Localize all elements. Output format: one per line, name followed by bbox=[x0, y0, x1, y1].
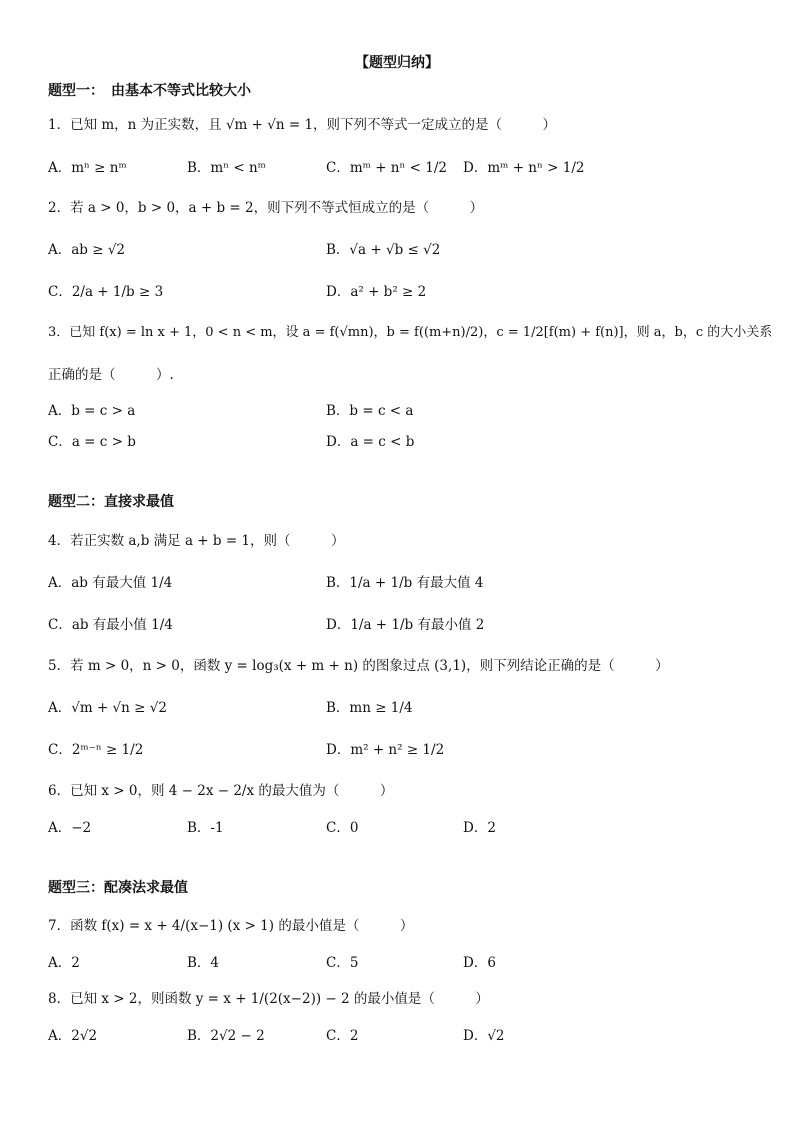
question-4-option-a[interactable]: A．ab 有最大值 1/4 bbox=[48, 575, 173, 591]
question-8-option-d[interactable]: D．√2 bbox=[463, 1028, 505, 1044]
page-title: 【题型归纳】 bbox=[355, 55, 439, 71]
question-1-option-b[interactable]: B．mⁿ < nᵐ bbox=[187, 160, 266, 176]
question-7-option-b[interactable]: B．4 bbox=[187, 955, 220, 971]
question-1-stem: 1．已知 m，n 为正实数，且 √m + √n = 1，则下列不等式一定成立的是（ ） bbox=[48, 117, 557, 133]
question-6-option-b[interactable]: B．-1 bbox=[187, 820, 224, 836]
section-heading-1: 题型一： 由基本不等式比较大小 bbox=[48, 83, 251, 99]
question-2-stem: 2．若 a > 0，b > 0，a + b = 2，则下列不等式恒成立的是（ ） bbox=[48, 200, 484, 216]
question-8-option-b[interactable]: B．2√2 − 2 bbox=[187, 1028, 265, 1044]
question-2-option-c[interactable]: C．2/a + 1/b ≥ 3 bbox=[48, 284, 164, 300]
question-3-option-a[interactable]: A．b = c > a bbox=[48, 403, 136, 419]
question-4-option-c[interactable]: C．ab 有最小值 1/4 bbox=[48, 617, 173, 633]
question-1-option-c[interactable]: C．mᵐ + nⁿ < 1/2 bbox=[326, 160, 447, 176]
question-8-option-c[interactable]: C．2 bbox=[326, 1028, 359, 1044]
question-3-stem: 3．已知 f(x) = ln x + 1，0 < n < m，设 a = f(√mn)，b = f((m+n)/2)，c = 1/2[f(m) + f(n)]，则 a，b，c 的大小关系 bbox=[48, 325, 773, 340]
question-2-option-b[interactable]: B．√a + √b ≤ √2 bbox=[326, 242, 441, 258]
question-5-stem: 5．若 m > 0，n > 0，函数 y = log₃(x + m + n) 的图象过点 (3,1)，则下列结论正确的是（ ） bbox=[48, 658, 669, 674]
section-heading-2: 题型二：直接求最值 bbox=[48, 494, 174, 510]
question-1-option-a[interactable]: A．mⁿ ≥ nᵐ bbox=[48, 160, 127, 176]
question-7-stem: 7．函数 f(x) = x + 4/(x−1) (x > 1) 的最小值是（ ） bbox=[48, 918, 414, 934]
question-5-option-d[interactable]: D．m² + n² ≥ 1/2 bbox=[326, 742, 445, 758]
question-3-option-c[interactable]: C．a = c > b bbox=[48, 434, 136, 450]
question-4-option-b[interactable]: B．1/a + 1/b 有最大值 4 bbox=[326, 575, 484, 591]
section-heading-3: 题型三：配凑法求最值 bbox=[48, 880, 188, 896]
question-6-option-a[interactable]: A．−2 bbox=[48, 820, 92, 836]
question-6-option-c[interactable]: C．0 bbox=[326, 820, 359, 836]
question-3-option-d[interactable]: D．a = c < b bbox=[326, 434, 415, 450]
question-5-option-a[interactable]: A．√m + √n ≥ √2 bbox=[48, 700, 167, 716]
question-2-option-a[interactable]: A．ab ≥ √2 bbox=[48, 242, 126, 258]
question-6-option-d[interactable]: D．2 bbox=[463, 820, 496, 836]
question-7-option-d[interactable]: D．6 bbox=[463, 955, 496, 971]
question-7-option-c[interactable]: C．5 bbox=[326, 955, 359, 971]
question-8-option-a[interactable]: A．2√2 bbox=[48, 1028, 98, 1044]
question-1-option-d[interactable]: D．mᵐ + nⁿ > 1/2 bbox=[463, 160, 585, 176]
question-6-stem: 6．已知 x > 0，则 4 − 2x − 2/x 的最大值为（ ） bbox=[48, 783, 394, 799]
question-3-option-b[interactable]: B．b = c < a bbox=[326, 403, 414, 419]
question-4-stem: 4．若正实数 a,b 满足 a + b = 1，则（ ） bbox=[48, 533, 345, 549]
question-2-option-d[interactable]: D．a² + b² ≥ 2 bbox=[326, 284, 427, 300]
question-3-stem-continued: 正确的是（ ）. bbox=[48, 367, 174, 383]
question-5-option-b[interactable]: B．mn ≥ 1/4 bbox=[326, 700, 413, 716]
question-7-option-a[interactable]: A．2 bbox=[48, 955, 80, 971]
question-4-option-d[interactable]: D．1/a + 1/b 有最小值 2 bbox=[326, 617, 485, 633]
question-8-stem: 8．已知 x > 2，则函数 y = x + 1/(2(x−2)) − 2 的最小值是（ ） bbox=[48, 991, 489, 1007]
question-5-option-c[interactable]: C．2ᵐ⁻ⁿ ≥ 1/2 bbox=[48, 742, 144, 758]
